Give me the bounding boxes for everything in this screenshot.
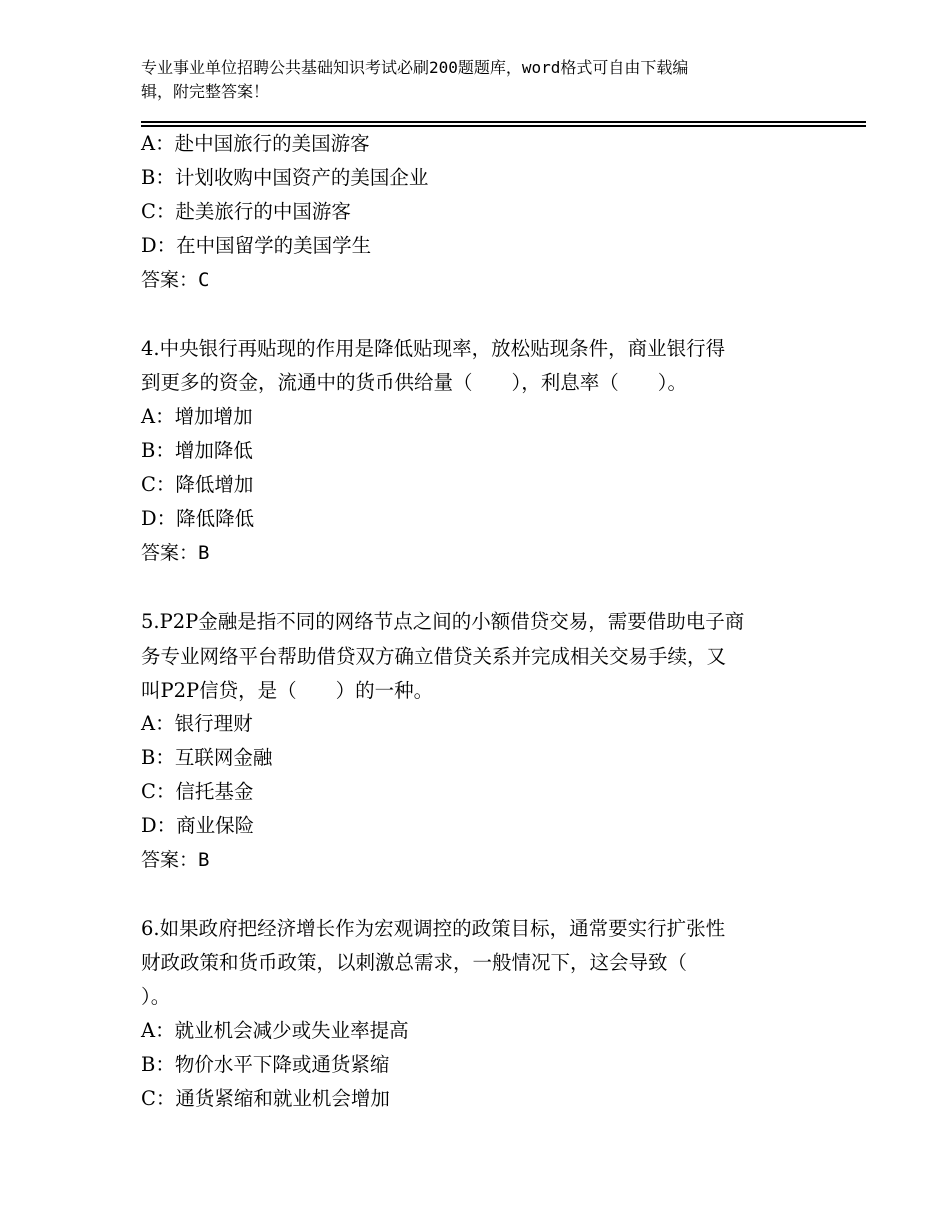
q5-answer-key: B [198, 849, 210, 871]
header-title-line-2: 辑，附完整答案！ [141, 82, 270, 101]
answer-label: 答案： [141, 542, 199, 564]
q3-option-c: C：赴美旅行的中国游客 [141, 200, 351, 223]
q3-answer [141, 263, 209, 297]
q6-stem-line-2: 财政政策和货币政策，以刺激总需求，一般情况下，这会导致（ [141, 951, 688, 974]
q6-option-b: B：物价水平下降或通货紧缩 [141, 1053, 390, 1076]
q3-option-d: D：在中国留学的美国学生 [141, 234, 372, 257]
q4-answer-key: B [198, 542, 210, 564]
answer-label: 答案： [141, 269, 199, 291]
q4-option-b: B：增加降低 [141, 439, 253, 462]
q4-option-a: A：增加增加 [141, 405, 253, 428]
q3-option-a: A：赴中国旅行的美国游客 [141, 132, 370, 155]
q5-option-c: C：信托基金 [141, 780, 254, 803]
answer-label: 答案： [141, 849, 199, 871]
q5-option-b: B：互联网金融 [141, 746, 273, 769]
q6-option-c: C：通货紧缩和就业机会增加 [141, 1087, 390, 1110]
q4-stem-line-1: 4.中央银行再贴现的作用是降低贴现率，放松贴现条件，商业银行得 [141, 337, 726, 360]
q3-answer-key: C [198, 269, 210, 291]
q6-stem-line-3: ）。 [141, 985, 171, 1008]
q6-option-a: A：就业机会减少或失业率提高 [141, 1019, 409, 1042]
header-title-line-1: 专业事业单位招聘公共基础知识考试必刷200题题库，word格式可自由下载编 [141, 58, 689, 77]
header-rule-top [141, 121, 866, 123]
q5-stem-line-2: 务专业网络平台帮助借贷双方确立借贷关系并完成相关交易手续，又 [141, 645, 727, 668]
q4-option-c: C：降低增加 [141, 473, 254, 496]
q6-stem-line-1: 6.如果政府把经济增长作为宏观调控的政策目标，通常要实行扩张性 [141, 917, 726, 940]
q5-stem-line-1: 5.P2P金融是指不同的网络节点之间的小额借贷交易，需要借助电子商 [141, 610, 745, 633]
q5-answer [141, 843, 209, 877]
q4-option-d: D：降低降低 [141, 507, 255, 530]
q5-stem-line-3: 叫P2P信贷，是（ ）的一种。 [141, 679, 434, 702]
page-header [141, 56, 801, 104]
q4-answer [141, 536, 209, 570]
q4-stem-line-2: 到更多的资金，流通中的货币供给量（ ），利息率（ ）。 [141, 371, 688, 394]
q5-option-a: A：银行理财 [141, 712, 253, 735]
q5-option-d: D：商业保险 [141, 814, 255, 837]
q3-option-b: B：计划收购中国资产的美国企业 [141, 166, 429, 189]
